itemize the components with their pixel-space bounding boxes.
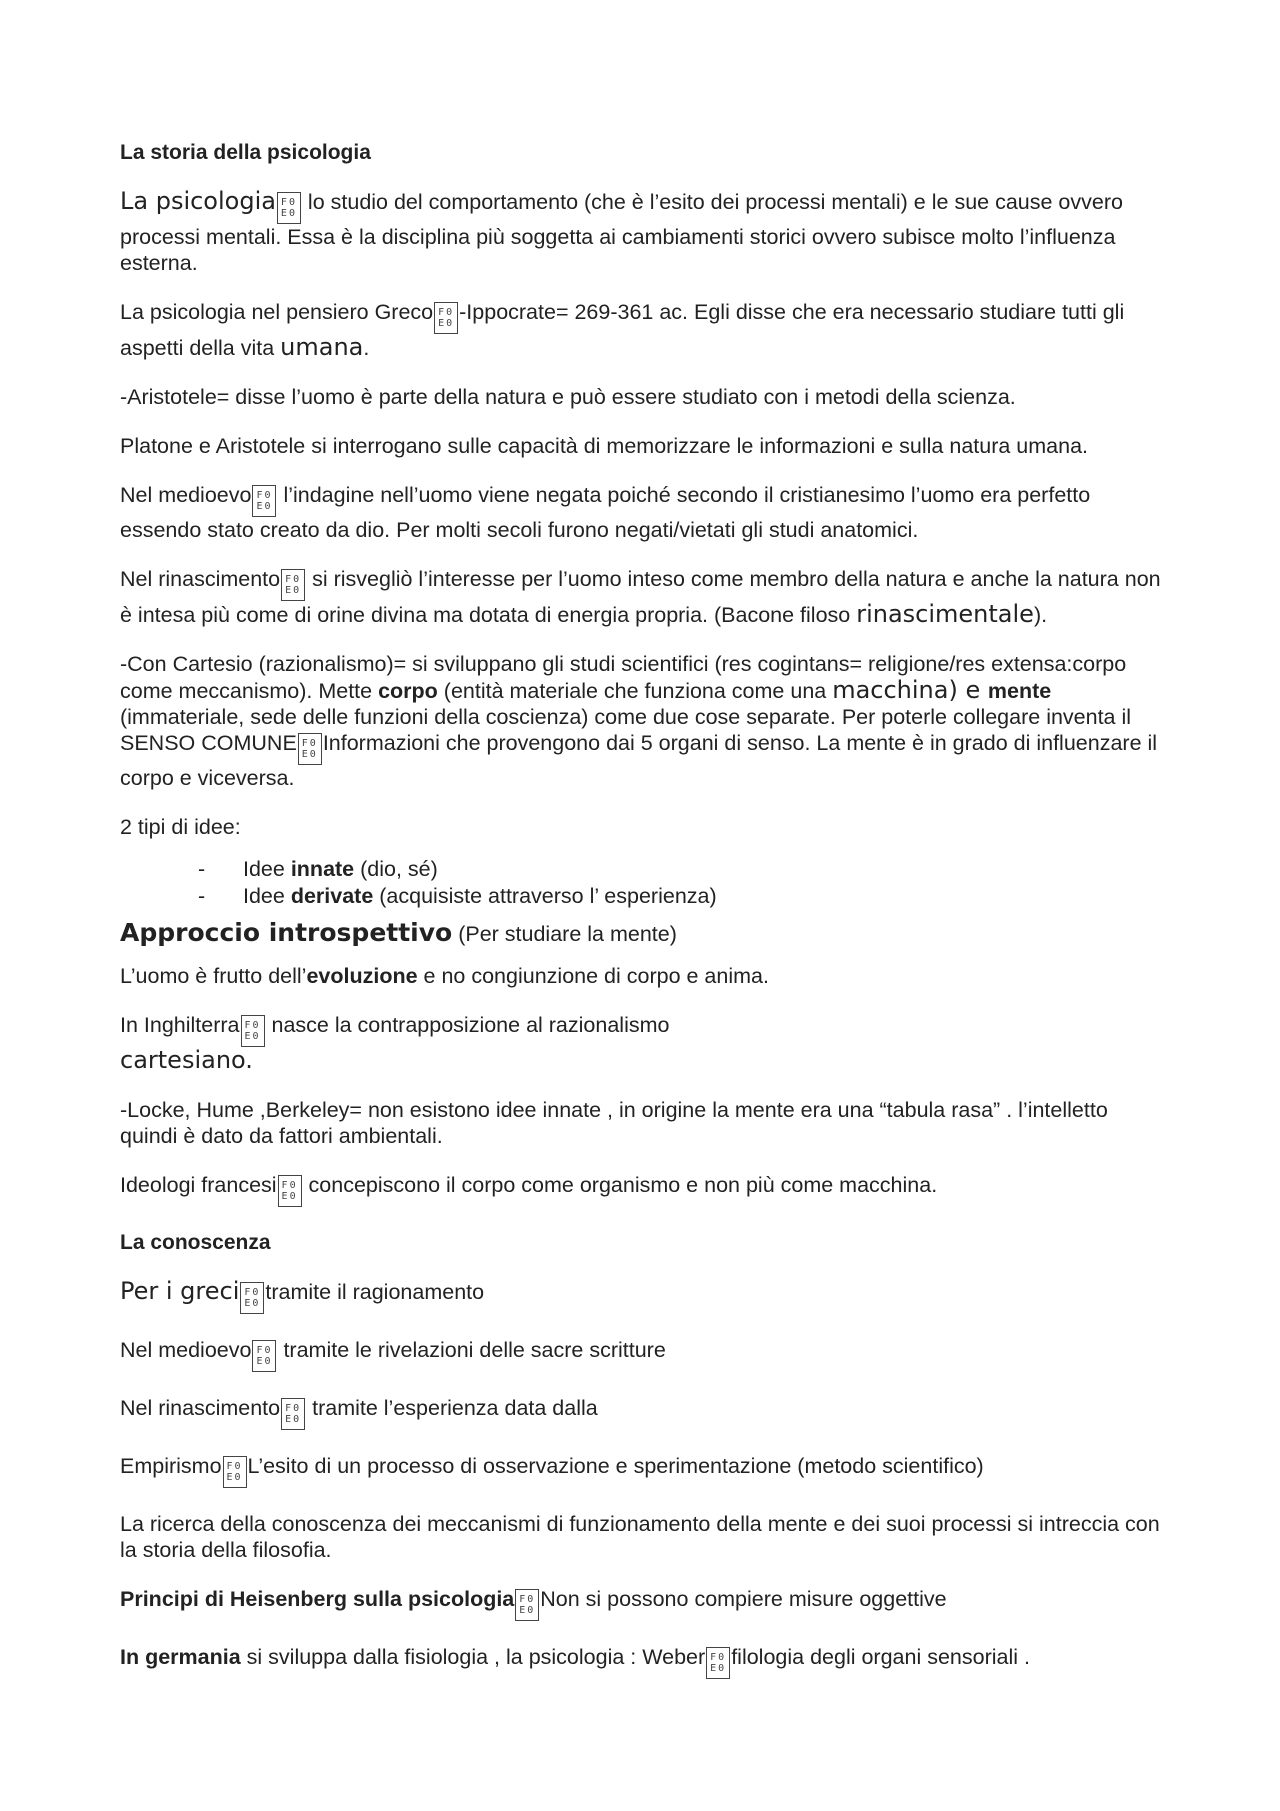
missing-glyph-icon: F0 E0 — [223, 1456, 247, 1488]
missing-glyph-icon: F0 E0 — [515, 1589, 539, 1621]
missing-glyph-icon: F0 E0 — [298, 733, 322, 765]
paragraph-rinascimento-conoscenza: Nel rinascimento F0 E0 tramite l’esperienza data dalla — [120, 1395, 1170, 1430]
paragraph-cartesio: -Con Cartesio (razionalismo)= si sviluppano gli studi scientifici (res cogintans= religione/res extensa:corpo come meccanismo). Mette corpo (entità materiale che funziona come una macchina) e mente (immateriale, sede delle funzioni della coscienza) come due cose separate. Per poterle collegare inventa il SENSO COMUNE F0 E0 Informazioni che provengono dai 5 organi di senso. La mente è in grado di influenzare il corpo e viceversa. — [120, 652, 1158, 790]
paragraph-locke: -Locke, Hume ,Berkeley= non esistono idee innate , in origine la mente era una “tabula rasa” . l’intelletto quindi è dato da fattori ambientali. — [120, 1098, 1108, 1148]
paragraph-psicologia: La psicologia F0 E0 lo studio del comportamento (che è l’esito dei processi mentali) e le sue cause ovvero processi mentali. Essa è la disciplina più soggetta ai cambiamenti storici ovvero subisce molto l’influenza esterna. — [120, 187, 1123, 275]
paragraph-medioevo-conoscenza: Nel medioevo F0 E0 tramite le rivelazioni delle sacre scritture — [120, 1337, 1170, 1372]
ideas-list — [120, 856, 1170, 910]
missing-glyph-icon: F0 E0 — [277, 192, 301, 224]
document-title: La storia della psicologia — [120, 141, 371, 164]
list-item: - Idee innate (dio, sé) — [198, 856, 1170, 883]
paragraph-germania: In germania si sviluppa dalla fisiologia , la psicologia : Weber F0 E0 filologia degli organi sensoriali . — [120, 1644, 1170, 1679]
paragraph-ideologi: Ideologi francesi F0 E0 concepiscono il corpo come organismo e non più come macchina. — [120, 1172, 1170, 1207]
missing-glyph-icon: F0 E0 — [252, 485, 276, 517]
paragraph-tipi-idee: 2 tipi di idee: — [120, 815, 241, 839]
missing-glyph-icon: F0 E0 — [252, 1340, 276, 1372]
section-heading-approccio: Approccio introspettivo (Per studiare la mente) — [120, 918, 677, 947]
paragraph-greco: La psicologia nel pensiero Greco F0 E0 -Ippocrate= 269-361 ac. Egli disse che era necessario studiare tutti gli aspetti della vita umana. — [120, 300, 1125, 361]
document-page — [120, 140, 1170, 1702]
missing-glyph-icon: F0 E0 — [281, 569, 305, 601]
missing-glyph-icon: F0 E0 — [434, 302, 458, 334]
paragraph-rinascimento: Nel rinascimento F0 E0 si risvegliò l’interesse per l’uomo inteso come membro della natura e anche la natura non è intesa più come di orine divina ma dotata di energia propria. (Bacone filoso rinascimentale). — [120, 567, 1161, 628]
missing-glyph-icon: F0 E0 — [240, 1282, 264, 1314]
paragraph-empirismo: Empirismo F0 E0 L’esito di un processo di osservazione e sperimentazione (metodo scientifico) — [120, 1453, 1170, 1488]
paragraph-heisenberg: Principi di Heisenberg sulla psicologia F0 E0 Non si possono compiere misure oggettive — [120, 1586, 1170, 1621]
missing-glyph-icon: F0 E0 — [278, 1175, 302, 1207]
paragraph-evoluzione: L’uomo è frutto dell’evoluzione e no congiunzione di corpo e anima. — [120, 964, 769, 988]
list-item: - Idee derivate (acquisiste attraverso l’ esperienza) — [198, 883, 1170, 910]
section-title-conoscenza: La conoscenza — [120, 1231, 271, 1254]
paragraph-platone: Platone e Aristotele si interrogano sulle capacità di memorizzare le informazioni e sulla natura umana. — [120, 434, 1089, 458]
paragraph-greci: Per i greci F0 E0 tramite il ragionamento — [120, 1278, 1170, 1314]
paragraph-aristotele: -Aristotele= disse l’uomo è parte della natura e può essere studiato con i metodi della scienza. — [120, 385, 1016, 409]
paragraph-medioevo: Nel medioevo F0 E0 l’indagine nell’uomo viene negata poiché secondo il cristianesimo l’uomo era perfetto essendo stato creato da dio. Per molti secoli furono negati/vietati gli studi anatomici. — [120, 483, 1091, 542]
paragraph-ricerca: La ricerca della conoscenza dei meccanismi di funzionamento della mente e dei suoi processi si intreccia con la storia della filosofia. — [120, 1512, 1160, 1562]
missing-glyph-icon: F0 E0 — [241, 1015, 265, 1047]
missing-glyph-icon: F0 E0 — [281, 1398, 305, 1430]
paragraph-inghilterra: In Inghilterra F0 E0 nasce la contrapposizione al razionalismo cartesiano. — [120, 1013, 670, 1074]
missing-glyph-icon: F0 E0 — [706, 1647, 730, 1679]
